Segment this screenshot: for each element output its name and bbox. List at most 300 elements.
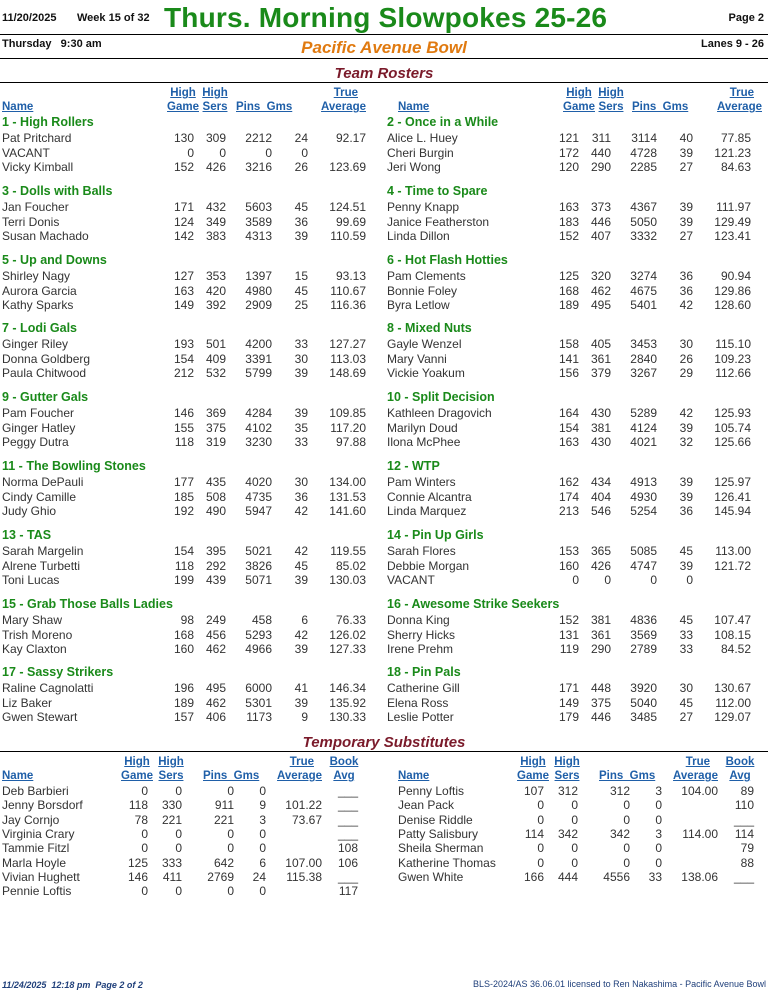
total-pins: 3589: [245, 215, 272, 229]
high-series: 404: [590, 490, 611, 504]
high-series: 365: [590, 544, 611, 558]
roster-row: [0, 269, 384, 283]
high-game: 163: [558, 200, 579, 214]
high-series: 405: [590, 337, 611, 351]
sub-name: Penny Loftis: [398, 784, 465, 798]
true-average: 108.15: [714, 628, 751, 642]
high-game: 189: [558, 298, 579, 312]
total-pins: 2769: [207, 870, 234, 884]
true-average: 129.07: [714, 710, 751, 724]
team-name: 12 - WTP: [387, 459, 440, 473]
bowler-name: Marilyn Doud: [387, 421, 458, 435]
col-header-high-game-1: High: [520, 756, 546, 768]
col-header-name: Name: [398, 770, 430, 782]
true-average: 135.92: [329, 696, 366, 710]
high-game: 168: [558, 284, 579, 298]
sub-name: Jay Cornjo: [2, 813, 60, 827]
bowler-name: Susan Machado: [2, 229, 89, 243]
col-header-average: Average: [321, 101, 366, 113]
high-game: 0: [537, 856, 544, 870]
roster-row: [0, 337, 384, 351]
high-series: 508: [205, 490, 226, 504]
sub-row: [0, 798, 384, 812]
games: 39: [679, 559, 693, 573]
true-average: 127.33: [329, 642, 366, 656]
high-series: 381: [590, 421, 611, 435]
roster-row: [385, 200, 768, 214]
high-series: 381: [590, 613, 611, 627]
book-average: 89: [740, 784, 754, 798]
true-average: 105.74: [714, 421, 751, 435]
high-game: 179: [558, 710, 579, 724]
games: 33: [648, 870, 662, 884]
high-game: 213: [558, 504, 579, 518]
games: 0: [259, 884, 266, 898]
total-pins: 5021: [245, 544, 272, 558]
high-game: 152: [173, 160, 194, 174]
high-game: 0: [141, 884, 148, 898]
col-header-name: Name: [2, 770, 34, 782]
true-average: 109.85: [329, 406, 366, 420]
bowler-name: Pam Winters: [387, 475, 456, 489]
true-average: 125.93: [714, 406, 751, 420]
high-game: 0: [141, 827, 148, 841]
total-pins: 3216: [245, 160, 272, 174]
high-series: 309: [205, 131, 226, 145]
roster-row: [385, 573, 768, 587]
high-series: 0: [175, 884, 182, 898]
total-pins: 0: [650, 573, 657, 587]
roster-row: [0, 146, 384, 160]
sub-name: Jean Pack: [398, 798, 455, 812]
high-game: 125: [127, 856, 148, 870]
roster-row: [385, 298, 768, 312]
sub-row: [396, 870, 768, 884]
roster-row: [0, 559, 384, 573]
games: 42: [294, 544, 308, 558]
high-game: 107: [523, 784, 544, 798]
games: 6: [301, 613, 308, 627]
bowler-name: Leslie Potter: [387, 710, 454, 724]
roster-row: [0, 573, 384, 587]
team-name: 1 - High Rollers: [2, 115, 94, 129]
sub-row: [0, 870, 384, 884]
games: 36: [679, 269, 693, 283]
high-series: 311: [591, 131, 611, 145]
true-average: 125.66: [714, 435, 751, 449]
total-pins: 4747: [630, 559, 657, 573]
games: 6: [259, 856, 266, 870]
high-series: 249: [205, 613, 226, 627]
bowler-name: Peggy Dutra: [2, 435, 69, 449]
sub-row: [0, 856, 384, 870]
games: 45: [294, 200, 308, 214]
games: 0: [259, 827, 266, 841]
high-game: 114: [524, 827, 544, 841]
roster-row: [0, 681, 384, 695]
total-pins: 2212: [245, 131, 272, 145]
high-series: 369: [205, 406, 226, 420]
high-game: 174: [558, 490, 579, 504]
total-pins: 0: [227, 884, 234, 898]
games: 33: [679, 642, 693, 656]
team-name: 17 - Sassy Strikers: [2, 665, 114, 679]
footer-timestamp: 11/24/2025 12:18 pm Page 2 of 2: [2, 980, 143, 990]
col-header-high-game-2: Game: [121, 770, 153, 782]
col-header-book-1: Book: [725, 756, 755, 768]
high-series: 290: [590, 642, 611, 656]
games: 0: [686, 573, 693, 587]
true-average: 110.59: [330, 229, 366, 243]
games: 26: [679, 352, 693, 366]
bowler-name: Irene Prehm: [387, 642, 454, 656]
col-header-high-sers-2: Sers: [598, 101, 624, 113]
col-header-average: Average: [277, 770, 322, 782]
book-average: 88: [740, 856, 754, 870]
high-series: 349: [205, 215, 226, 229]
true-average: 126.41: [714, 490, 751, 504]
page-label: Page 2: [728, 12, 764, 24]
rosters-rule: [0, 82, 768, 83]
true-average: 101.22: [285, 798, 322, 812]
roster-row: [0, 504, 384, 518]
high-series: 407: [590, 229, 611, 243]
total-pins: 4966: [245, 642, 272, 656]
roster-row: [385, 215, 768, 229]
high-game: 0: [572, 573, 579, 587]
games: 9: [301, 710, 308, 724]
high-series: 0: [571, 856, 578, 870]
total-pins: 1173: [246, 710, 272, 724]
roster-row: [0, 613, 384, 627]
roster-row: [385, 642, 768, 656]
roster-row: [0, 366, 384, 380]
roster-row: [385, 421, 768, 435]
bowler-name: Catherine Gill: [387, 681, 460, 695]
true-average: 129.49: [714, 215, 751, 229]
roster-row: [385, 628, 768, 642]
col-header-high-sers-2: Sers: [158, 770, 184, 782]
total-pins: 5050: [630, 215, 657, 229]
high-series: 290: [590, 160, 611, 174]
games: 39: [294, 696, 308, 710]
col-header-average: Average: [673, 770, 718, 782]
games: 3: [655, 784, 662, 798]
col-header-high-game-2: Game: [517, 770, 549, 782]
high-series: 0: [571, 841, 578, 855]
bowler-name: Kathy Sparks: [2, 298, 74, 312]
true-average: 130.03: [329, 573, 366, 587]
games: 27: [679, 229, 693, 243]
bowler-name: Terri Donis: [2, 215, 60, 229]
games: 35: [294, 421, 308, 435]
total-pins: 3485: [630, 710, 657, 724]
sub-name: Pennie Loftis: [2, 884, 72, 898]
high-series: 375: [590, 696, 611, 710]
team-name: 13 - TAS: [2, 528, 52, 542]
high-game: 196: [173, 681, 194, 695]
true-average: 84.63: [720, 160, 751, 174]
total-pins: 4367: [630, 200, 657, 214]
high-series: 495: [205, 681, 226, 695]
high-game: 120: [558, 160, 579, 174]
sub-name: Patty Salisbury: [398, 827, 479, 841]
total-pins: 5289: [630, 406, 657, 420]
sub-name: Deb Barbieri: [2, 784, 69, 798]
bowler-name: Alrene Turbetti: [2, 559, 81, 573]
roster-row: [385, 559, 768, 573]
total-pins: 0: [227, 841, 234, 855]
roster-row: [0, 284, 384, 298]
col-header-high-game-2: Game: [563, 101, 595, 113]
bowler-name: Aurora Garcia: [2, 284, 77, 298]
col-header-high-game-1: High: [566, 87, 592, 99]
games: 0: [655, 798, 662, 812]
col-header-high-sers-2: Sers: [202, 101, 228, 113]
games: 39: [294, 229, 308, 243]
high-game: 163: [173, 284, 194, 298]
sub-row: [0, 784, 384, 798]
high-game: 163: [558, 435, 579, 449]
roster-row: [385, 406, 768, 420]
bowler-name: Paula Chitwood: [2, 366, 87, 380]
high-game: 152: [558, 229, 579, 243]
total-pins: 4735: [245, 490, 272, 504]
roster-row: [0, 131, 384, 145]
true-average: 113.00: [715, 544, 751, 558]
games: 0: [301, 146, 308, 160]
roster-row: [0, 352, 384, 366]
true-average: 90.94: [720, 269, 751, 283]
col-header-true: True: [685, 756, 710, 768]
book-average: ___: [337, 813, 358, 827]
high-game: 154: [173, 544, 194, 558]
high-series: 0: [571, 798, 578, 812]
total-pins: 2909: [245, 298, 272, 312]
team-name: 3 - Dolls with Balls: [2, 184, 113, 198]
true-average: 77.85: [720, 131, 751, 145]
week-label: Week 15 of 32: [77, 12, 150, 24]
col-header-name: Name: [398, 101, 430, 113]
bowler-name: Byra Letlow: [387, 298, 450, 312]
high-series: 532: [205, 366, 226, 380]
true-average: 145.94: [714, 504, 751, 518]
high-series: 420: [205, 284, 226, 298]
roster-row: [385, 435, 768, 449]
bowler-name: Cheri Burgin: [387, 146, 454, 160]
col-header-high-game-1: High: [124, 756, 150, 768]
col-header-high-sers-1: High: [202, 87, 228, 99]
games: 30: [294, 475, 308, 489]
roster-row: [0, 200, 384, 214]
roster-row: [385, 544, 768, 558]
total-pins: 4675: [630, 284, 657, 298]
bowler-name: Ginger Riley: [2, 337, 69, 351]
high-series: 490: [205, 504, 226, 518]
games: 45: [294, 284, 308, 298]
high-game: 162: [558, 475, 579, 489]
total-pins: 3267: [630, 366, 657, 380]
book-average: 108: [337, 841, 358, 855]
high-series: 379: [590, 366, 611, 380]
true-average: 130.67: [714, 681, 751, 695]
games: 39: [679, 146, 693, 160]
col-header-high-game-1: High: [170, 87, 196, 99]
sub-row: [396, 813, 768, 827]
high-game: 98: [180, 613, 194, 627]
true-average: 112.00: [715, 696, 751, 710]
high-series: 406: [205, 710, 226, 724]
total-pins: 3453: [630, 337, 657, 351]
games: 39: [679, 200, 693, 214]
true-average: 123.69: [329, 160, 366, 174]
bowler-name: Gwen Stewart: [2, 710, 78, 724]
true-average: 148.69: [329, 366, 366, 380]
true-average: 121.72: [714, 559, 751, 573]
high-series: 375: [205, 421, 226, 435]
sub-row: [396, 856, 768, 870]
total-pins: 2789: [630, 642, 657, 656]
high-series: 333: [161, 856, 182, 870]
total-pins: 1397: [245, 269, 272, 283]
high-game: 119: [559, 642, 579, 656]
high-game: 130: [173, 131, 194, 145]
games: 42: [294, 504, 308, 518]
high-series: 501: [205, 337, 226, 351]
total-pins: 3274: [630, 269, 657, 283]
high-series: 361: [590, 352, 611, 366]
bowler-name: Ginger Hatley: [2, 421, 76, 435]
bowler-name: Alice L. Huey: [387, 131, 458, 145]
book-average: 114: [734, 827, 754, 841]
true-average: 109.23: [714, 352, 751, 366]
high-game: 0: [141, 784, 148, 798]
total-pins: 4200: [245, 337, 272, 351]
high-series: 495: [590, 298, 611, 312]
book-average: ___: [337, 870, 358, 884]
roster-row: [0, 406, 384, 420]
high-game: 199: [173, 573, 194, 587]
high-game: 121: [558, 131, 579, 145]
high-series: 0: [175, 827, 182, 841]
sub-name: Jenny Borsdorf: [2, 798, 83, 812]
true-average: 116.36: [330, 298, 366, 312]
high-game: 141: [558, 352, 579, 366]
games: 0: [259, 841, 266, 855]
high-game: 185: [173, 490, 194, 504]
roster-row: [385, 681, 768, 695]
true-average: 119.55: [330, 544, 366, 558]
total-pins: 3332: [630, 229, 657, 243]
high-game: 160: [173, 642, 194, 656]
subs-title: Temporary Substitutes: [302, 734, 466, 751]
high-series: 446: [590, 710, 611, 724]
high-series: 312: [557, 784, 578, 798]
high-series: 353: [205, 269, 226, 283]
total-pins: 2840: [630, 352, 657, 366]
sub-name: Marla Hoyle: [2, 856, 67, 870]
bowler-name: Pam Foucher: [2, 406, 75, 420]
true-average: 131.53: [329, 490, 366, 504]
high-game: 142: [173, 229, 194, 243]
lanes-label: Lanes 9 - 26: [701, 38, 764, 50]
games: 30: [679, 681, 693, 695]
total-pins: 3826: [245, 559, 272, 573]
games: 3: [655, 827, 662, 841]
true-average: 126.02: [329, 628, 366, 642]
true-average: 134.00: [329, 475, 366, 489]
games: 39: [294, 573, 308, 587]
total-pins: 3114: [631, 131, 657, 145]
total-pins: 5293: [245, 628, 272, 642]
games: 24: [252, 870, 266, 884]
center-name: Pacific Avenue Bowl: [301, 38, 467, 57]
total-pins: 5254: [630, 504, 657, 518]
total-pins: 4728: [630, 146, 657, 160]
team-name: 10 - Split Decision: [387, 390, 495, 404]
games: 36: [294, 490, 308, 504]
bowler-name: Raline Cagnolatti: [2, 681, 94, 695]
roster-row: [0, 544, 384, 558]
true-average: 99.69: [335, 215, 366, 229]
high-game: 168: [173, 628, 194, 642]
sub-row: [396, 841, 768, 855]
total-pins: 4980: [245, 284, 272, 298]
high-game: 146: [127, 870, 148, 884]
bowler-name: Donna King: [387, 613, 450, 627]
games: 39: [679, 490, 693, 504]
subheader-rule: [0, 58, 768, 59]
true-average: 113.03: [330, 352, 366, 366]
sub-row: [0, 827, 384, 841]
rosters-title: Team Rosters: [334, 65, 434, 82]
high-series: 426: [590, 559, 611, 573]
roster-row: [385, 284, 768, 298]
total-pins: 0: [623, 856, 630, 870]
true-average: 85.02: [335, 559, 366, 573]
high-series: 448: [590, 681, 611, 695]
high-series: 0: [175, 784, 182, 798]
roster-row: [0, 475, 384, 489]
total-pins: 4836: [630, 613, 657, 627]
games: 36: [679, 504, 693, 518]
bowler-name: Liz Baker: [2, 696, 53, 710]
high-game: 158: [558, 337, 579, 351]
high-series: 320: [590, 269, 611, 283]
high-series: 430: [590, 435, 611, 449]
col-header-book-2: Avg: [729, 770, 751, 782]
games: 3: [259, 813, 266, 827]
games: 45: [294, 559, 308, 573]
bowler-name: VACANT: [387, 573, 435, 587]
sub-row: [396, 784, 768, 798]
high-game: 118: [128, 798, 148, 812]
total-pins: 3230: [245, 435, 272, 449]
team-name: 8 - Mixed Nuts: [387, 321, 472, 335]
games: 15: [294, 269, 308, 283]
total-pins: 3569: [630, 628, 657, 642]
true-average: 128.60: [714, 298, 751, 312]
total-pins: 458: [251, 613, 272, 627]
high-series: 446: [590, 215, 611, 229]
total-pins: 3920: [630, 681, 657, 695]
games: 33: [294, 337, 308, 351]
total-pins: 4284: [245, 406, 272, 420]
roster-row: [0, 215, 384, 229]
games: 39: [679, 421, 693, 435]
high-series: 462: [590, 284, 611, 298]
total-pins: 0: [227, 827, 234, 841]
